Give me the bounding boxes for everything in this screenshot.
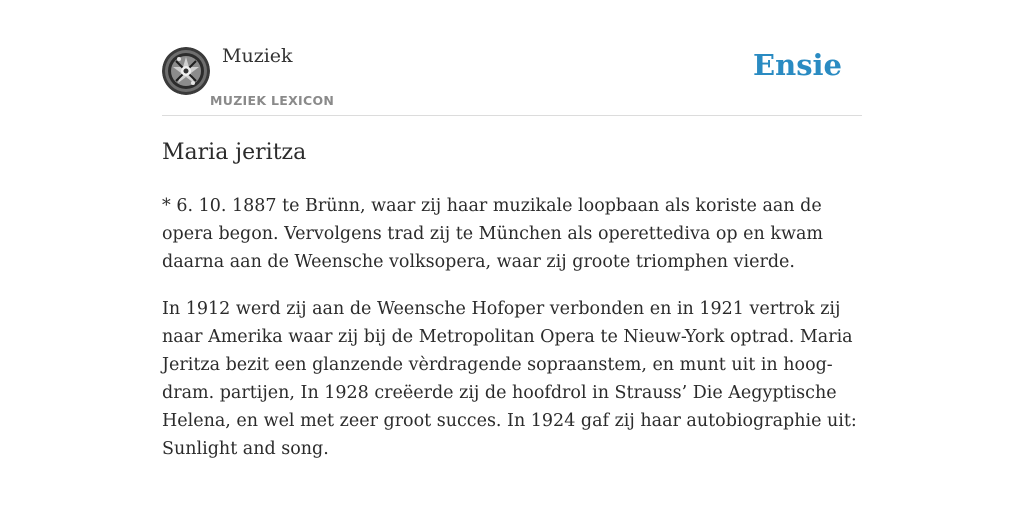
- brand-logo-link[interactable]: Ensie: [753, 48, 842, 82]
- article-paragraph: In 1912 werd zij aan de Weensche Hofoper verbonden en in 1921 vertrok zij naar Amerika waar zij bij de Metropolitan Opera te Nieuw-York optrad. Maria Jeritza bezit een glanzende vèrdragende sopraanstem, en munt uit in hoog-dram. partijen, In 1928 creëerde zij de hoofdrol in Strauss’ Die Aegyptische Helena, en wel met zeer groot succes. In 1924 gaf zij haar autobiographie uit: Sunlight and song.: [162, 299, 857, 459]
- article-title: Maria jeritza: [162, 140, 307, 165]
- site-title-link[interactable]: Muziek: [222, 45, 293, 67]
- site-subtitle: MUZIEK LEXICON: [210, 93, 335, 108]
- site-header: [162, 0, 862, 116]
- music-emblem-icon[interactable]: [162, 47, 210, 95]
- page: [162, 0, 862, 512]
- article-content: [162, 192, 862, 482]
- article-paragraph: * 6. 10. 1887 te Brünn, waar zij haar muzikale loopbaan als koriste aan de opera begon. Vervolgens trad zij te München als operettediva op en kwam daarna aan de Weensche volksopera, waar zij groote triomphen vierde.: [162, 196, 823, 272]
